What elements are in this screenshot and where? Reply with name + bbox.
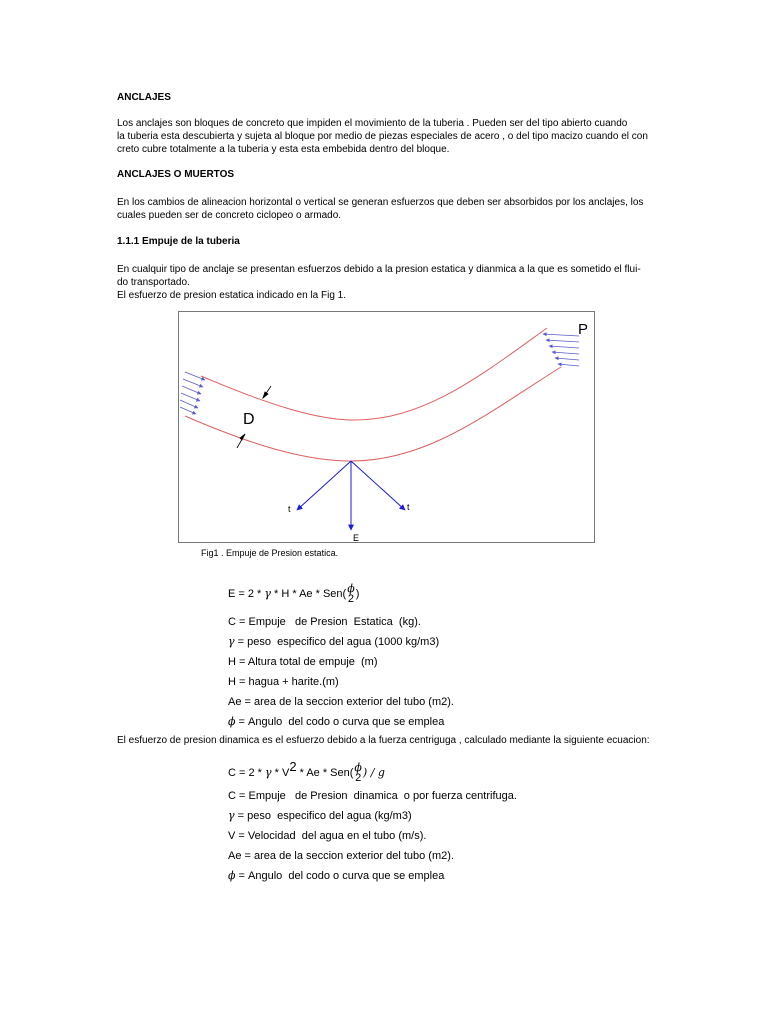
text-line: En los cambios de alineacion horizontal o vertical se generan esfuerzos que deben ser absorbidos por los anclajes, los	[117, 197, 644, 208]
definition-equals: =	[241, 850, 255, 862]
definition-row	[228, 692, 454, 712]
text-line: creto cubre totalmente a la tuberia y esta esta embebida dentro del bloque.	[117, 144, 450, 155]
fraction-numerator: ϕ	[347, 582, 355, 595]
paragraph-anclajes	[117, 117, 648, 156]
definition-symbol: γ	[228, 809, 235, 822]
definition-row	[228, 612, 454, 632]
definition-symbol: Ae	[228, 696, 242, 708]
definition-text: Angulo del codo o curva que se emplea	[248, 870, 445, 882]
static-definitions	[228, 612, 454, 732]
text-line: la tuberia esta descubierta y sujeta al bloque por medio de piezas especiales de acero , o del tipo macizo cuando el con	[117, 131, 648, 142]
definition-text: Velocidad del agua en el tubo (m/s).	[247, 830, 427, 842]
label-t-left: t	[288, 504, 291, 514]
text-line: Los anclajes son bloques de concreto que impiden el movimiento de la tuberia . Pueden ser del tipo abierto cuando	[117, 118, 628, 129]
label-e: E	[353, 533, 360, 543]
definition-equals: =	[235, 656, 248, 668]
definition-text: peso especifico del agua (kg/m3)	[247, 810, 412, 822]
definition-row	[228, 786, 517, 806]
text-line: El esfuerzo de presion estatica indicado en la Fig 1.	[117, 290, 347, 301]
paragraph-empuje	[117, 263, 641, 302]
definition-row	[228, 712, 454, 732]
definition-symbol: H	[228, 656, 236, 668]
text-line: En cualquir tipo de anclaje se presentan esfuerzos debido a la presion estatica y dianmica a la que es sometido el flui-	[117, 264, 641, 275]
label-d: D	[243, 411, 255, 428]
text-line: cuales pueden ser de concreto ciclopeo o armado.	[117, 210, 342, 221]
definition-symbol: γ	[228, 635, 235, 648]
fraction-numerator: ϕ	[354, 761, 362, 774]
formula-text: ) / g	[362, 765, 385, 779]
pipe-inner-wall	[185, 367, 561, 461]
definition-text: area de la seccion exterior del tubo (m2).	[254, 850, 454, 862]
figure-frame	[178, 311, 595, 543]
definition-text: Empuje de Presion dinamica o por fuerza centrifuga.	[248, 790, 517, 802]
label-t-right: t	[407, 502, 410, 512]
definition-symbol: V	[228, 830, 236, 842]
definition-equals: =	[235, 870, 249, 882]
formula-text: C = 2 *	[228, 766, 265, 779]
definition-equals: =	[234, 636, 248, 648]
formula-text: * H * Ae * Sen(	[270, 587, 347, 600]
right-pressure-arrows	[543, 334, 579, 366]
definition-row	[228, 806, 517, 826]
thrust-vectors	[297, 461, 405, 530]
definition-symbol: C	[228, 616, 236, 628]
heading-anclajes-o-muertos: ANCLAJES O MUERTOS	[117, 169, 235, 180]
definition-row	[228, 846, 517, 866]
formula-text: * V	[271, 766, 290, 779]
fraction-denominator: 2	[355, 772, 362, 784]
definition-equals: =	[235, 616, 249, 628]
heading-anclajes: ANCLAJES	[117, 92, 171, 103]
definition-equals: =	[235, 716, 249, 728]
formula-text: E = 2 *	[228, 587, 265, 600]
gamma-symbol: γ	[265, 765, 272, 779]
definition-symbol: C	[228, 790, 236, 802]
definition-equals: =	[235, 790, 249, 802]
formula-text: * Ae * Sen(	[296, 766, 354, 779]
dynamic-definitions	[228, 786, 517, 886]
definition-text: peso especifico del agua (1000 kg/m3)	[247, 636, 440, 648]
formula-static	[228, 583, 359, 605]
definition-row	[228, 826, 517, 846]
definition-row	[228, 632, 454, 652]
definition-equals: =	[235, 830, 248, 842]
definition-text: area de la seccion exterior del tubo (m2).	[254, 696, 454, 708]
fraction	[354, 762, 362, 784]
formula-dynamic	[228, 758, 385, 784]
definition-symbol: ϕ	[228, 869, 236, 882]
figure-caption: Fig1 . Empuje de Presion estatica.	[201, 548, 339, 558]
label-p: P	[578, 321, 589, 338]
definition-row	[228, 866, 517, 886]
definition-symbol: Ae	[228, 850, 242, 862]
text-line: do transportado.	[117, 277, 190, 288]
paragraph-dinamica: El esfuerzo de presion dinamica es el esfuerzo debido a la fuerza centriguga , calculado mediante la siguiente ecuacion:	[117, 735, 650, 746]
definition-text: Angulo del codo o curva que se emplea	[248, 716, 445, 728]
superscript: 2	[289, 758, 297, 774]
definition-text: Altura total de empuje (m)	[247, 656, 378, 668]
fraction-denominator: 2	[347, 593, 354, 605]
fraction	[347, 583, 355, 605]
paragraph-anclajes-o-muertos	[117, 196, 643, 222]
definition-row	[228, 652, 454, 672]
definition-text: Empuje de Presion Estatica (kg).	[248, 616, 421, 628]
definition-equals: =	[235, 676, 249, 688]
definition-symbol: ϕ	[228, 715, 236, 728]
pipe-outer-wall	[201, 328, 547, 420]
gamma-symbol: γ	[264, 586, 271, 600]
definition-symbol: H	[228, 676, 236, 688]
definition-equals: =	[241, 696, 255, 708]
definition-equals: =	[234, 810, 248, 822]
definition-row	[228, 672, 454, 692]
left-pressure-arrows	[180, 372, 205, 414]
formula-text: )	[355, 587, 360, 600]
definition-text: hagua + harite.(m)	[248, 676, 339, 688]
pipe-diagram	[179, 312, 596, 544]
heading-empuje-tuberia: 1.1.1 Empuje de la tuberia	[117, 236, 240, 247]
